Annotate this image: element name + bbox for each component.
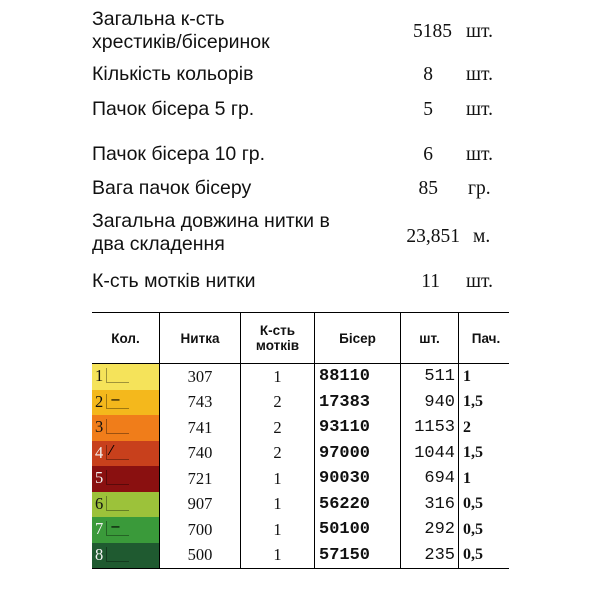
summary-unit-total-stitches: шт.	[466, 21, 493, 42]
summary-label-packs-10g: Пачок бісера 10 гр.	[92, 143, 266, 165]
legend-row	[92, 415, 509, 441]
thread-code: 307	[160, 364, 241, 390]
thread-code: 700	[160, 517, 241, 543]
header-pach: Пач.	[459, 313, 510, 364]
bead-count: 511	[401, 364, 459, 390]
thread-code: 500	[160, 543, 241, 569]
color-swatch-cell	[92, 364, 160, 390]
stitch-symbol-icon: −	[110, 520, 121, 535]
summary-value-skeins: 11	[421, 271, 440, 292]
color-swatch-cell	[92, 441, 160, 467]
bead-count: 316	[401, 492, 459, 518]
color-swatch-cell	[92, 543, 160, 569]
color-swatch-cell	[92, 492, 160, 518]
skein-count: 2	[241, 390, 315, 416]
pack-count: 0,5	[459, 492, 510, 518]
summary-unit-packs-10g: шт.	[466, 144, 493, 165]
symbol-box	[106, 419, 129, 434]
pack-count: 1	[459, 364, 510, 390]
bead-code: 57150	[315, 543, 401, 569]
color-number: 1	[95, 366, 104, 385]
skein-count: 1	[241, 364, 315, 390]
summary-label-line: хрестиків/бісеринок	[92, 31, 270, 53]
pack-count: 2	[459, 415, 510, 441]
color-swatch-cell	[92, 466, 160, 492]
summary-unit-pack-weight: гр.	[468, 178, 491, 199]
summary-label-pack-weight: Вага пачок бісеру	[92, 177, 252, 199]
color-number: 8	[95, 544, 104, 564]
color-number: 3	[95, 417, 104, 436]
skein-count: 1	[241, 492, 315, 518]
pack-count: 1	[459, 466, 510, 492]
bead-code: 97000	[315, 441, 401, 467]
pack-count: 0,5	[459, 517, 510, 543]
thread-code: 741	[160, 415, 241, 441]
pack-count: 1,5	[459, 441, 510, 467]
summary-value-colors: 8	[423, 64, 433, 85]
summary-value-total-stitches: 5185	[413, 21, 452, 42]
header-sht: шт.	[401, 313, 459, 364]
color-legend-table	[92, 312, 509, 569]
summary-unit-skeins: шт.	[466, 271, 493, 292]
bead-code: 90030	[315, 466, 401, 492]
summary-label-line: Загальна к-сть	[92, 8, 225, 30]
bead-count: 1044	[401, 441, 459, 467]
thread-code: 743	[160, 390, 241, 416]
bead-code: 17383	[315, 390, 401, 416]
summary-value-thread-length: 23,851	[406, 226, 460, 247]
summary-label-line: Загальна довжина нитки в	[92, 210, 330, 232]
header-nytka: Нитка	[160, 313, 241, 364]
header-motky: К-сть мотків	[241, 313, 315, 364]
skein-count: 1	[241, 466, 315, 492]
thread-code: 721	[160, 466, 241, 492]
summary-unit-colors: шт.	[466, 64, 493, 85]
legend-row	[92, 390, 509, 416]
summary-label-skeins: К-сть мотків нитки	[92, 270, 256, 292]
skein-count: 1	[241, 543, 315, 569]
color-number: 5	[95, 468, 104, 487]
color-swatch-cell	[92, 517, 160, 543]
summary-value-packs-10g: 6	[423, 144, 433, 165]
skein-count: 1	[241, 517, 315, 543]
color-number: 6	[95, 493, 104, 513]
summary-value-packs-5g: 5	[423, 99, 433, 120]
symbol-box	[106, 547, 129, 562]
legend-row	[92, 517, 509, 543]
color-swatch-cell	[92, 415, 160, 441]
summary-label-colors: Кількість кольорів	[92, 63, 254, 85]
summary-label-total-stitches	[92, 8, 270, 54]
stitch-symbol-icon: ⁄	[110, 443, 113, 459]
legend-row	[92, 543, 509, 569]
header-kol: Кол.	[92, 313, 160, 364]
legend-row	[92, 364, 509, 390]
color-swatch-cell	[92, 390, 160, 416]
legend-row	[92, 492, 509, 518]
color-number: 2	[95, 391, 104, 411]
color-number: 4	[95, 442, 104, 462]
summary-value-pack-weight: 85	[418, 178, 438, 199]
summary-label-thread-length	[92, 210, 330, 256]
legend-header-row	[92, 313, 509, 364]
summary-unit-thread-length: м.	[473, 226, 491, 247]
symbol-box	[106, 470, 129, 485]
summary-label-packs-5g: Пачок бісера 5 гр.	[92, 98, 255, 120]
bead-count: 1153	[401, 415, 459, 441]
summary-unit-packs-5g: шт.	[466, 99, 493, 120]
symbol-box	[106, 496, 129, 511]
legend-row	[92, 441, 509, 467]
legend-row	[92, 466, 509, 492]
bead-count: 940	[401, 390, 459, 416]
stitch-symbol-icon: −	[110, 392, 121, 408]
pack-count: 0,5	[459, 543, 510, 569]
bead-code: 88110	[315, 364, 401, 390]
thread-code: 907	[160, 492, 241, 518]
skein-count: 2	[241, 415, 315, 441]
bead-code: 93110	[315, 415, 401, 441]
bead-code: 56220	[315, 492, 401, 518]
color-number: 7	[95, 519, 104, 538]
bead-code: 50100	[315, 517, 401, 543]
pack-count: 1,5	[459, 390, 510, 416]
bead-count: 694	[401, 466, 459, 492]
header-biser: Бісер	[315, 313, 401, 364]
bead-count: 292	[401, 517, 459, 543]
symbol-box	[106, 368, 129, 383]
thread-code: 740	[160, 441, 241, 467]
bead-count: 235	[401, 543, 459, 569]
skein-count: 2	[241, 441, 315, 467]
summary-label-line: два складення	[92, 233, 225, 255]
